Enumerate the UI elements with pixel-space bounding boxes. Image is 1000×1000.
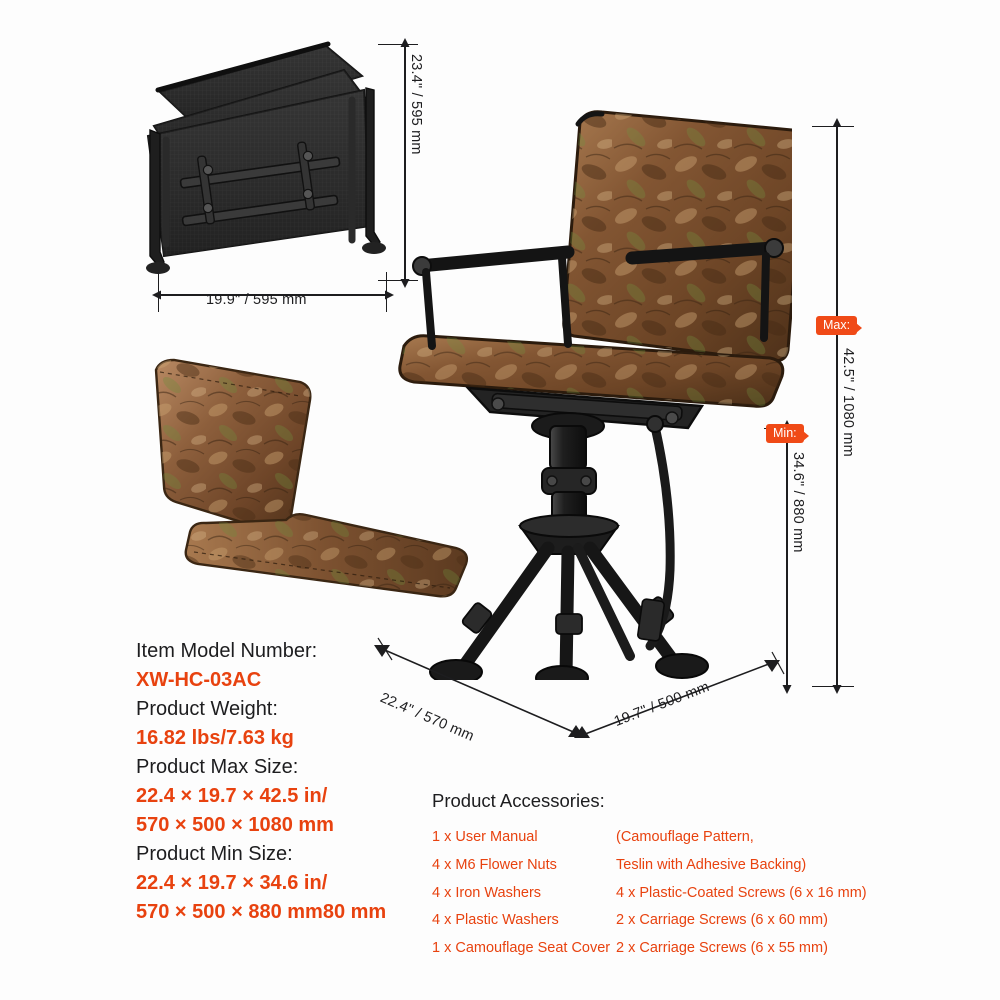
min-badge-wrapper (766, 424, 804, 443)
folded-width-label: 19.9" / 595 mm (206, 292, 307, 308)
product-max-size-value-line1: 22.4 × 19.7 × 42.5 in/ (136, 785, 328, 807)
list-item: 2 x Carriage Screws (6 x 55 mm) (616, 940, 828, 957)
list-item: 2 x Carriage Screws (6 x 60 mm) (616, 912, 828, 929)
model-number-value: XW-HC-03AC (136, 669, 262, 691)
list-item: 1 x Camouflage Seat Cover (432, 940, 611, 957)
folded-height-tick-top (378, 44, 418, 45)
list-item: (Camouflage Pattern, (616, 829, 754, 845)
folded-chair-illustration (130, 30, 395, 290)
product-weight-label: Product Weight: (136, 698, 278, 720)
product-specs (136, 637, 466, 927)
list-item: 1 x User Manual (432, 829, 538, 845)
max-height-tick-top (812, 126, 854, 127)
product-min-size-label: Product Min Size: (136, 843, 293, 865)
min-badge: Min: (766, 424, 804, 443)
product-max-size-value-line2: 570 × 500 × 1080 mm (136, 814, 334, 836)
product-min-size-value-line1: 22.4 × 19.7 × 34.6 in/ (136, 872, 328, 894)
product-min-size-value-line2: 570 × 500 × 880 mm80 mm (136, 901, 387, 923)
list-item: Teslin with Adhesive Backing) (616, 856, 807, 873)
accessories-title: Product Accessories: (432, 790, 605, 811)
accessories-column-1 (432, 824, 610, 963)
max-height-label: 42.5" / 1080 mm (840, 348, 856, 457)
product-max-size-label: Product Max Size: (136, 756, 299, 778)
product-weight-value: 16.82 lbs/7.63 kg (136, 727, 294, 749)
list-item: 4 x Plastic Washers (432, 912, 559, 929)
accessories-column-2 (616, 824, 867, 963)
max-badge: Max: (816, 316, 857, 335)
list-item: 4 x M6 Flower Nuts (432, 856, 557, 873)
max-height-tick-bottom (812, 686, 854, 687)
base-width-label: 19.7" / 500 mm (612, 678, 712, 730)
base-depth-label: 22.4" / 570 mm (377, 690, 477, 745)
folded-width-tick-left (158, 272, 159, 312)
list-item: 4 x Iron Washers (432, 884, 542, 901)
max-badge-wrapper (816, 316, 857, 335)
main-chair-illustration (372, 100, 792, 680)
folded-height-label: 23.4" / 595 mm (408, 54, 424, 155)
model-number-label: Item Model Number: (136, 640, 318, 662)
min-height-label: 34.6" / 880 mm (790, 452, 806, 553)
list-item: 4 x Plastic-Coated Screws (6 x 16 mm) (616, 884, 867, 901)
